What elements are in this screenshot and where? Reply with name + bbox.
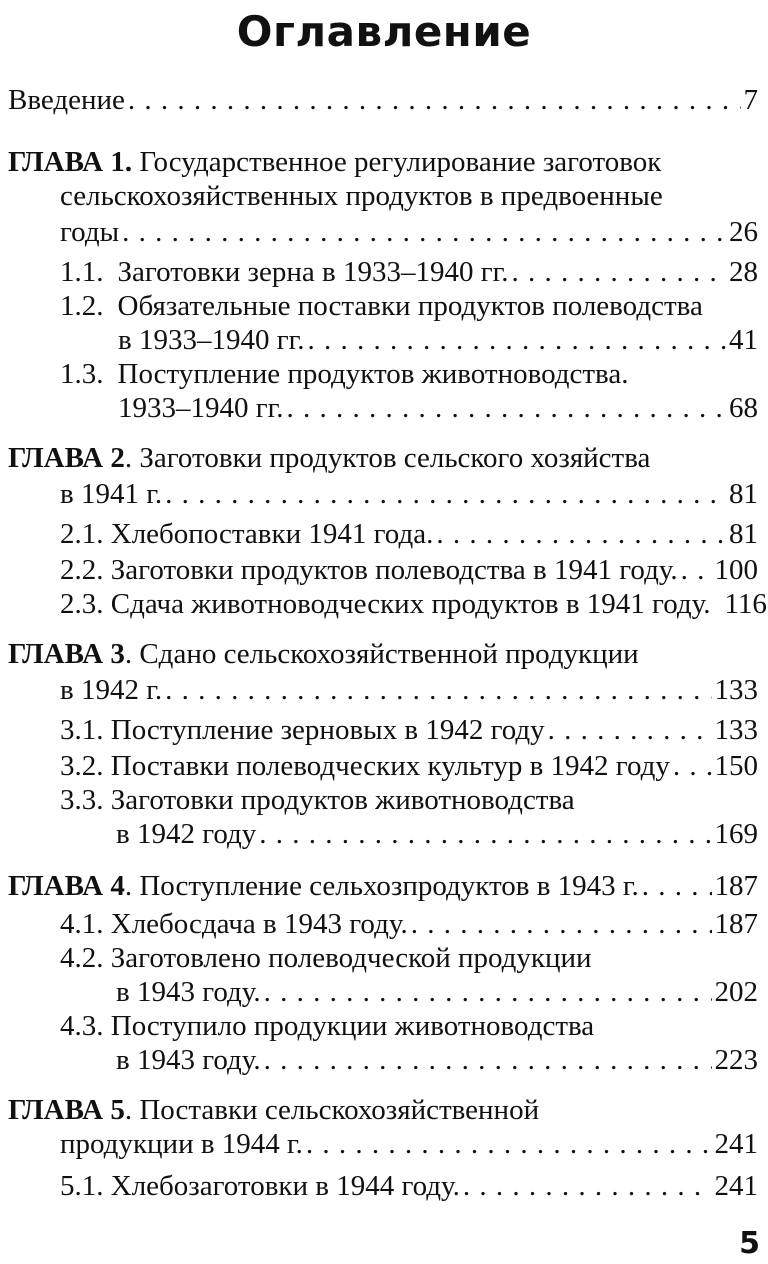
toc-section-1-2-line-1[interactable]: 1.2. Обязательные поставки продуктов полеводства xyxy=(60,290,703,322)
toc-entry-intro[interactable]: Введение . . . 7 xyxy=(8,84,758,117)
toc-chapter-2-line-1[interactable]: ГЛАВА 2. Заготовки продуктов сельского хозяйства xyxy=(8,442,651,474)
leader-dots xyxy=(511,256,726,289)
toc-section-3-3-line-2[interactable]: в 1942 году . . . 169 xyxy=(116,818,758,851)
leader-dots xyxy=(436,518,726,551)
leader-dots xyxy=(264,976,712,1009)
page-ref: 169 xyxy=(714,818,758,850)
toc-section-4-1[interactable]: 4.1. Хлебосдача в 1943 году. . . . 187 xyxy=(60,908,758,941)
toc-section-4-3-line-2[interactable]: в 1943 году. . . . 223 xyxy=(116,1044,758,1077)
toc-section-4-2-line-2[interactable]: в 1943 году. . . . 202 xyxy=(116,976,758,1009)
toc-chapter-2-line-2[interactable]: в 1941 г. . . . 81 xyxy=(60,478,758,511)
page-ref: 116 xyxy=(724,588,767,620)
toc-section-3-2[interactable]: 3.2. Поставки полеводческих культур в 1942 году . . . 150 xyxy=(60,750,758,783)
chapter-label: ГЛАВА 5 xyxy=(8,1094,125,1126)
toc-section-2-1[interactable]: 2.1. Хлебопоставки 1941 года. . . . 81 xyxy=(60,518,758,551)
page-ref: 68 xyxy=(729,392,758,424)
page-ref: 81 xyxy=(729,478,758,510)
toc-chapter-4[interactable]: ГЛАВА 4. Поступление сельхозпродуктов в 1943 г. . . . 187 xyxy=(8,870,758,903)
page-title: Оглавление xyxy=(236,7,532,56)
toc-section-4-2-line-1[interactable]: 4.2. Заготовлено полеводческой продукции xyxy=(60,942,592,974)
toc-chapter-1-line-2: сельскохозяйственных продуктов в предвоенные xyxy=(60,180,663,212)
toc-section-1-1[interactable]: 1.1. Заготовки зерна в 1933–1940 гг. . . . 28 xyxy=(60,256,758,289)
page-number: 5 xyxy=(739,1226,760,1261)
leader-dots xyxy=(259,818,711,851)
chapter-label: ГЛАВА 3 xyxy=(8,638,125,670)
toc-chapter-1-line-3[interactable]: годы . . . 26 xyxy=(60,216,758,249)
page-ref: 41 xyxy=(729,324,758,356)
leader-dots xyxy=(411,908,712,941)
page-ref: 241 xyxy=(714,1128,758,1160)
leader-dots xyxy=(122,216,726,249)
leader-dots xyxy=(548,714,712,747)
toc-section-2-3[interactable]: 2.3. Сдача животноводческих продуктов в 1941 году. 116 xyxy=(60,588,767,620)
leader-dots xyxy=(463,1170,712,1203)
page-ref: 133 xyxy=(714,714,758,746)
page-ref: 241 xyxy=(714,1170,758,1202)
toc-section-1-3-line-1[interactable]: 1.3. Поступление продуктов животноводства. xyxy=(60,358,629,390)
toc-section-2-2[interactable]: 2.2. Заготовки продуктов полеводства в 1941 году. . . . 100 xyxy=(60,554,758,587)
toc-chapter-5-line-1[interactable]: ГЛАВА 5. Поставки сельскохозяйственной xyxy=(8,1094,540,1126)
page-ref: 28 xyxy=(729,256,758,288)
page-ref: 223 xyxy=(714,1044,758,1076)
leader-dots xyxy=(642,870,712,903)
toc-section-1-3-line-2[interactable]: 1933–1940 гг. . . . 68 xyxy=(118,392,758,425)
leader-dots xyxy=(264,1044,712,1077)
toc-section-3-3-line-1[interactable]: 3.3. Заготовки продуктов животноводства xyxy=(60,784,575,816)
page-ref: 187 xyxy=(714,908,758,940)
toc-chapter-3-line-2[interactable]: в 1942 г. . . . 133 xyxy=(60,674,758,707)
leader-dots xyxy=(165,478,726,511)
page-ref: 133 xyxy=(714,674,758,706)
toc-section-1-2-line-2[interactable]: в 1933–1940 гг. . . . 41 xyxy=(118,324,758,357)
leader-dots xyxy=(306,1128,712,1161)
page-ref: 100 xyxy=(714,554,758,586)
page-ref: 202 xyxy=(714,976,758,1008)
leader-dots xyxy=(307,324,726,357)
toc-section-5-1[interactable]: 5.1. Хлебозаготовки в 1944 году. . . . 241 xyxy=(60,1170,758,1203)
toc-section-4-3-line-1[interactable]: 4.3. Поступило продукции животноводства xyxy=(60,1010,595,1042)
chapter-label: ГЛАВА 2 xyxy=(8,442,125,474)
toc-chapter-5-line-2[interactable]: продукции в 1944 г. . . . 241 xyxy=(60,1128,758,1161)
leader-dots xyxy=(287,392,726,425)
chapter-label: ГЛАВА 1. xyxy=(8,146,133,178)
leader-dots xyxy=(681,554,712,587)
toc-section-3-1[interactable]: 3.1. Поступление зерновых в 1942 году . . . 133 xyxy=(60,714,758,747)
toc-chapter-1-line-1[interactable]: ГЛАВА 1. Государственное регулирование заготовок xyxy=(8,146,662,178)
leader-dots xyxy=(165,674,711,707)
page-ref: 187 xyxy=(714,870,758,902)
page-ref: 81 xyxy=(729,518,758,550)
page-ref: 7 xyxy=(743,84,758,116)
leader-dots xyxy=(673,750,712,783)
page-ref: 150 xyxy=(714,750,758,782)
chapter-label: ГЛАВА 4 xyxy=(8,870,125,902)
leader-dots xyxy=(128,84,741,117)
toc-chapter-3-line-1[interactable]: ГЛАВА 3. Сдано сельскохозяйственной продукции xyxy=(8,638,639,670)
page-ref: 26 xyxy=(729,216,758,248)
